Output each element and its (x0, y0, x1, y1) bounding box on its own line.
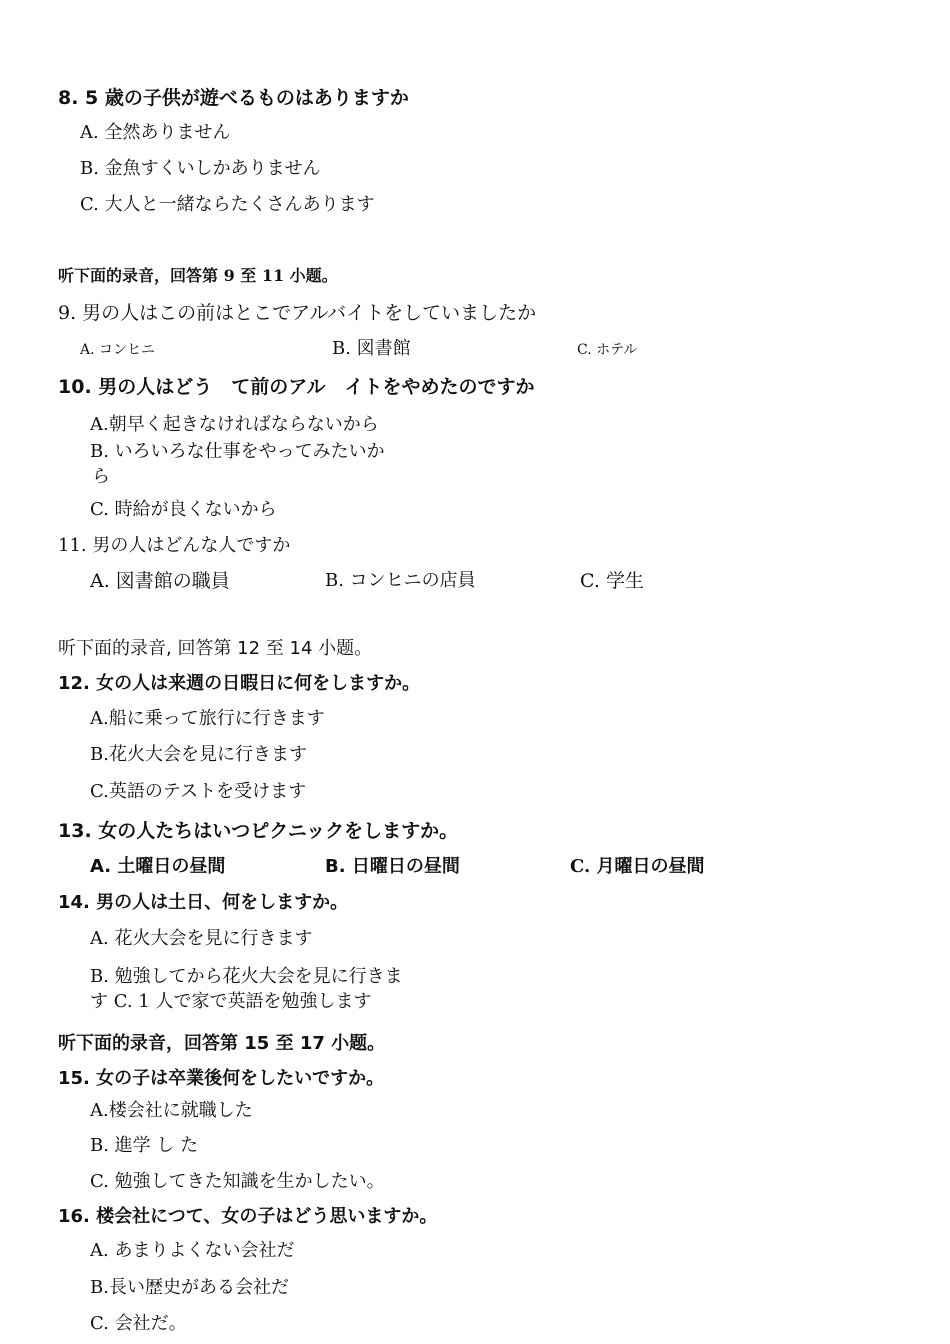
question-14: 14. 男の人は土日、何をしますか。 (58, 892, 349, 913)
q9-option-b: B. 図書館 (332, 338, 411, 359)
section-heading-12-14: 听下面的录音, 回答第 12 至 14 小题。 (58, 638, 373, 659)
q12-option-a: A.船に乗って旅行に行きます (90, 708, 325, 729)
question-16: 16. 楼会社につて、女の子はどう思いますか。 (58, 1206, 438, 1227)
question-15: 15. 女の子は卒業後何をしたいですか。 (58, 1068, 385, 1089)
q11-option-b: B. コンヒニの店員 (325, 570, 476, 591)
question-8: 8. 5 歳の子供が遊べるものはありますか (58, 87, 409, 109)
question-10: 10. 男の人はどう て前のアル イトをやめたのですか (58, 376, 535, 398)
q8-option-c: C. 大人と一緒ならたくさんあります (80, 194, 375, 215)
section-heading-9-11: 听下面的录音，回答第 9 至 11 小题。 (58, 266, 338, 285)
q9-option-c: C. ホテル (577, 342, 638, 358)
question-13: 13. 女の人たちはいつピクニックをしますか。 (58, 820, 459, 842)
q13-option-c: C. 月曜日の昼間 (570, 856, 705, 877)
q10-option-b: B. いろいろな仕事をやってみたいか (90, 441, 385, 462)
q15-option-b: B. 進学 し た (90, 1135, 199, 1156)
q14-option-b-cont-c: す C. 1 人で家で英語を勉強します (90, 991, 372, 1012)
question-9: 9. 男の人はこの前はとこでアルバイトをしていましたか (58, 302, 537, 324)
q13-option-a: A. 土曜日の昼間 (90, 856, 226, 877)
q16-option-b: B.長い歴史がある会社だ (90, 1277, 289, 1298)
q12-option-c: C.英語のテストを受けます (90, 781, 307, 802)
q10-option-b-cont: ら (92, 466, 110, 487)
q15-option-a: A.楼会社に就職した (90, 1100, 253, 1121)
section-heading-15-17: 听下面的录音，回答第 15 至 17 小题。 (58, 1033, 386, 1054)
q8-option-a: A. 全然ありません (80, 122, 231, 143)
q13-option-b: B. 日曜日の昼間 (325, 856, 460, 877)
q14-option-a: A. 花火大会を見に行きます (90, 928, 313, 949)
q11-option-c: C. 学生 (580, 570, 644, 592)
question-12: 12. 女の人は来週の日暇日に何をしますか。 (58, 673, 421, 694)
q15-option-c: C. 勉強してきた知識を生かしたい。 (90, 1171, 385, 1192)
question-11: 11. 男の人はどんな人ですか (58, 535, 291, 556)
q10-option-c: C. 時給が良くないから (90, 499, 277, 520)
q14-option-b: B. 勉強してから花火大会を見に行きま (90, 966, 403, 987)
q16-option-a: A. あまりよくない会社だ (90, 1240, 295, 1261)
q12-option-b: B.花火大会を見に行きます (90, 744, 307, 765)
q8-option-b: B. 金魚すくいしかありません (80, 158, 321, 179)
q11-option-a: A. 図書館の職員 (90, 570, 230, 592)
q10-option-a: A.朝早く起きなければならないから (90, 414, 379, 435)
q9-option-a: A. コンヒニ (80, 342, 156, 358)
q16-option-c: C. 会社だ。 (90, 1313, 187, 1334)
